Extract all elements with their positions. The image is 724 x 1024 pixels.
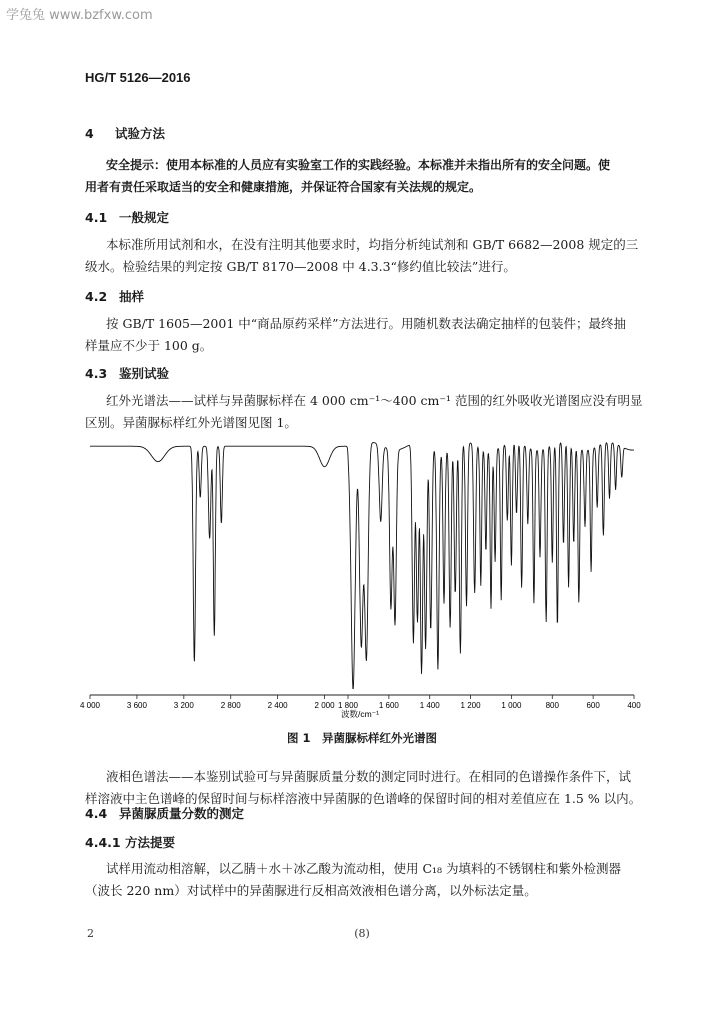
section-4-3-heading <box>85 364 169 382</box>
safety-note-line1: 安全提示：使用本标准的人员应有实验室工作的实践经验。本标准并未指出所有的安全问题。使 <box>106 158 611 172</box>
section-4-2-heading <box>85 287 144 305</box>
x-tick-label: 2 000 <box>314 701 335 710</box>
section-4-2-text-line1: 按 GB/T 1605—2001 中“商品原药采样”方法进行。用随机数表法确定抽样的包装件；最终抽 <box>106 316 627 331</box>
section-4-4-number: 4.4 <box>85 806 108 821</box>
section-4-1-text-line1: 本标准所用试剂和水，在没有注明其他要求时，均指分析纯试剂和 GB/T 6682—2008 规定的三 <box>106 237 639 252</box>
x-tick-label: 1 800 <box>337 701 359 710</box>
x-tick-label: 1 400 <box>419 701 440 710</box>
section-4-3-title: 鉴别试验 <box>119 366 170 381</box>
ir-spectrum-figure <box>74 430 648 730</box>
hplc-text-line1: 液相色谱法——本鉴别试验可与异菌脲质量分数的测定同时进行。在相同的色谱操作条件下，试 <box>106 769 632 784</box>
section-4-4-1-title: 方法提要 <box>125 835 176 850</box>
section-4-4-title: 异菌脲质量分数的测定 <box>119 806 245 821</box>
x-tick-label: 400 <box>627 701 641 710</box>
standard-code: HG/T 5126—2016 <box>85 70 191 85</box>
section-4-1-number: 4.1 <box>85 210 108 225</box>
ir-spectrum-chart <box>74 430 648 730</box>
section-4-4-1-text-line1: 试样用流动相溶解，以乙腈＋水＋冰乙酸为流动相，使用 C₁₈ 为填料的不锈钢柱和紫外检测器 <box>106 861 622 876</box>
page-number: 2 <box>87 927 94 940</box>
section-4-heading <box>85 124 165 142</box>
x-tick-label: 3 600 <box>126 701 147 710</box>
x-tick-label: 1 000 <box>501 701 522 710</box>
section-4-4-heading <box>85 804 244 822</box>
watermark-text: 学兔兔 www.bzfxw.com <box>6 8 153 23</box>
x-tick-label: 2 800 <box>220 701 241 710</box>
x-tick-label: 600 <box>586 701 600 710</box>
x-tick-label: 4 000 <box>79 701 101 710</box>
hplc-text-line2: 样溶液中主色谱峰的保留时间与标样溶液中异菌脲的色谱峰的保留时间的相对差值应在 1.5 % 以内。 <box>85 791 642 806</box>
x-axis-ticks <box>80 695 641 710</box>
figure-caption: 图 1 异菌脲标样红外光谱图 <box>286 731 437 745</box>
section-4-3-text-line2: 区别。异菌脲标样红外光谱图见图 1。 <box>85 415 297 430</box>
x-tick-label: 2 400 <box>267 701 288 710</box>
x-tick-label: 1 600 <box>378 701 399 710</box>
x-tick-label: 3 200 <box>173 701 194 710</box>
safety-note-line2: 用者有责任采取适当的安全和健康措施，并保证符合国家有关法规的规定。 <box>85 180 482 194</box>
x-axis-label: 波数/cm⁻¹ <box>340 709 380 719</box>
section-4-number: 4 <box>85 126 94 141</box>
x-tick-label: 1 200 <box>460 701 481 710</box>
spectrum-series-line <box>90 443 634 689</box>
section-4-2-number: 4.2 <box>85 289 108 304</box>
section-4-2-title: 抽样 <box>119 289 145 304</box>
section-4-4-1-text-line2: （波长 220 nm）对试样中的异菌脲进行反相高效液相色谱分离，以外标法定量。 <box>85 883 537 898</box>
section-4-3-number: 4.3 <box>85 366 108 381</box>
section-4-3-text-line1: 红外光谱法——试样与异菌脲标样在 4 000 cm⁻¹～400 cm⁻¹ 范围的红外吸收光谱图应没有明显 <box>106 393 643 408</box>
section-4-title: 试验方法 <box>115 126 166 141</box>
x-tick-label: 800 <box>545 701 559 710</box>
section-4-1-heading <box>85 208 169 226</box>
section-4-1-title: 一般规定 <box>119 210 170 225</box>
section-4-4-1-heading <box>85 833 175 851</box>
section-4-1-text-line2: 级水。检验结果的判定按 GB/T 8170—2008 中 4.3.3“修约值比较法”进行。 <box>85 259 516 274</box>
print-mark: (8) <box>354 927 370 940</box>
section-4-4-1-number: 4.4.1 <box>85 835 121 850</box>
section-4-2-text-line2: 样量应不少于 100 g。 <box>85 338 213 353</box>
